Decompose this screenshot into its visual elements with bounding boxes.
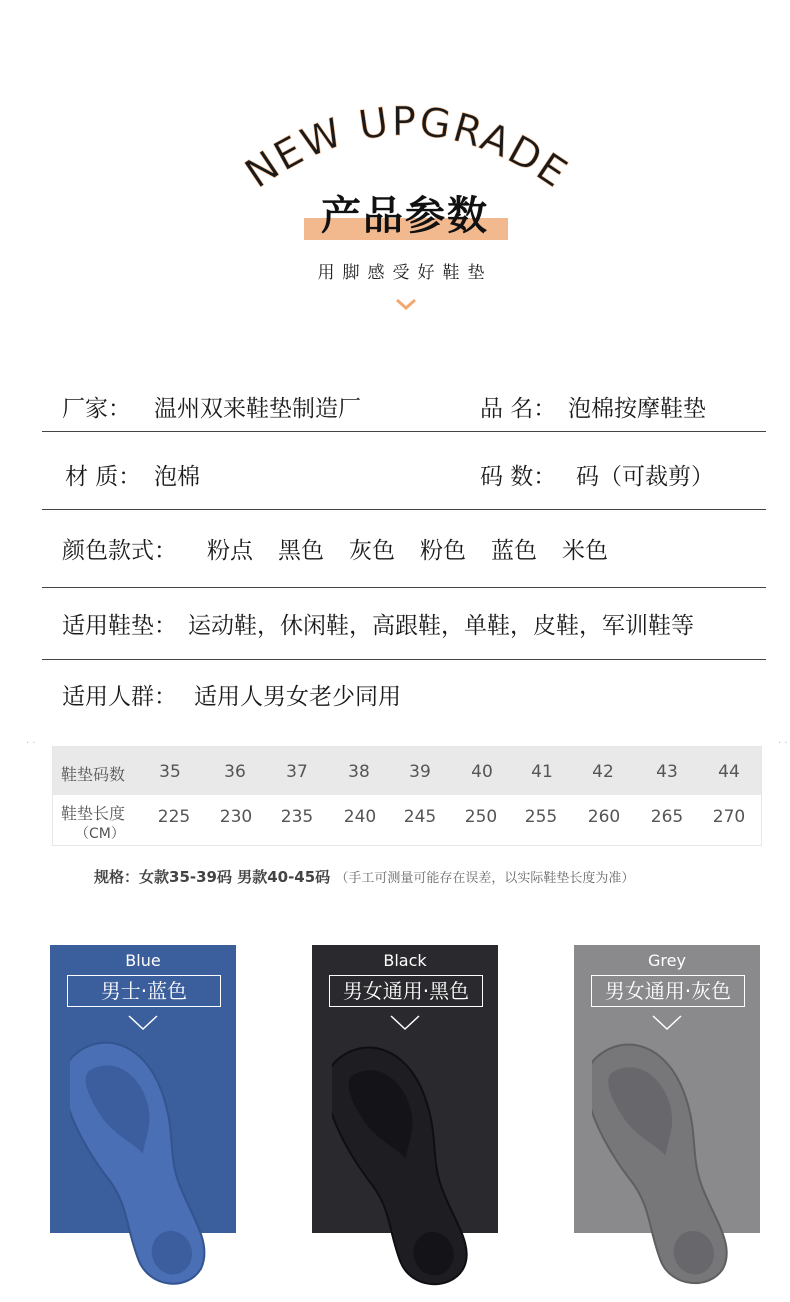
size-value: 码（可裁剪） [576, 464, 714, 490]
chevron-down-icon [652, 1015, 682, 1031]
people-label: 适用人群： [62, 684, 177, 710]
size-cell: 38 [348, 762, 370, 782]
page-title-block [300, 192, 510, 244]
insole-blue-image [70, 1030, 210, 1292]
divider [42, 587, 766, 588]
chevron-down-icon [390, 1015, 420, 1031]
size-cell: 35 [159, 762, 181, 782]
size-label: 码 数： [480, 464, 557, 490]
spec-note-main: 规格：女款35-39码 男款40-45码 [94, 868, 331, 886]
length-unit: （CM） [75, 826, 125, 842]
length-cell: 230 [219, 807, 253, 827]
length-row-header: 鞋垫长度 [61, 804, 126, 823]
size-cell: 43 [656, 762, 678, 782]
color-option: 粉色 [420, 538, 466, 564]
arc-title-text: NEW UPGRADE [237, 98, 577, 198]
spec-note-small: （手工可测量可能存在误差，以实际鞋垫长度为准） [335, 871, 635, 886]
insole-black-image [332, 1035, 472, 1290]
factory-label: 厂家： [62, 396, 131, 422]
material-label: 材 质： [65, 464, 142, 490]
length-cell: 255 [524, 807, 558, 827]
page-subtitle: 用脚感受好鞋垫 [317, 263, 493, 283]
size-cell: 44 [718, 762, 740, 782]
factory-value: 温州双来鞋垫制造厂 [154, 396, 361, 422]
length-cell: 235 [280, 807, 314, 827]
color-option: 黑色 [278, 538, 324, 564]
panel-en-label: Grey [648, 951, 686, 970]
length-cell: 260 [587, 807, 621, 827]
length-cell: 245 [403, 807, 437, 827]
divider [42, 509, 766, 510]
chevron-down-icon [128, 1015, 158, 1031]
size-cell: 37 [286, 762, 308, 782]
length-cell: 250 [464, 807, 498, 827]
size-row-header: 鞋垫码数 [61, 765, 126, 784]
shoes-value: 运动鞋，休闲鞋，高跟鞋，单鞋，皮鞋，军训鞋等 [188, 613, 694, 639]
people-value: 适用人男女老少同用 [194, 684, 401, 710]
size-cell: 41 [531, 762, 553, 782]
size-row [53, 747, 761, 795]
panel-en-label: Blue [125, 951, 161, 970]
panel-cn-label: 男女通用·灰色 [591, 975, 745, 1007]
decor-dot: · · [26, 738, 36, 749]
insole-grey-image [592, 1032, 732, 1290]
chevron-down-icon [395, 297, 417, 311]
shoes-label: 适用鞋垫： [62, 613, 177, 639]
color-option: 米色 [562, 538, 608, 564]
length-cell: 240 [343, 807, 377, 827]
size-cell: 36 [224, 762, 246, 782]
size-table [52, 746, 762, 846]
spec-note [94, 866, 634, 887]
length-cell: 225 [157, 807, 191, 827]
page-title: 产品参数 [321, 193, 489, 239]
divider [42, 431, 766, 432]
panel-en-label: Black [383, 951, 427, 970]
length-cell: 265 [650, 807, 684, 827]
size-cell: 42 [592, 762, 614, 782]
color-option: 灰色 [349, 538, 395, 564]
material-value: 泡棉 [154, 464, 200, 490]
color-option: 蓝色 [491, 538, 537, 564]
panel-cn-label: 男女通用·黑色 [329, 975, 483, 1007]
length-row [53, 795, 761, 845]
size-cell: 40 [471, 762, 493, 782]
panel-cn-label: 男士·蓝色 [67, 975, 221, 1007]
length-cell: 270 [712, 807, 746, 827]
color-label: 颜色款式： [62, 538, 177, 564]
product-label: 品 名： [480, 396, 557, 422]
decor-dot: · · [778, 738, 788, 749]
svg-text:NEW UPGRADE [237, 99, 576, 198]
divider [42, 659, 766, 660]
color-option: 粉点 [207, 538, 253, 564]
size-cell: 39 [409, 762, 431, 782]
product-value: 泡棉按摩鞋垫 [568, 396, 706, 422]
